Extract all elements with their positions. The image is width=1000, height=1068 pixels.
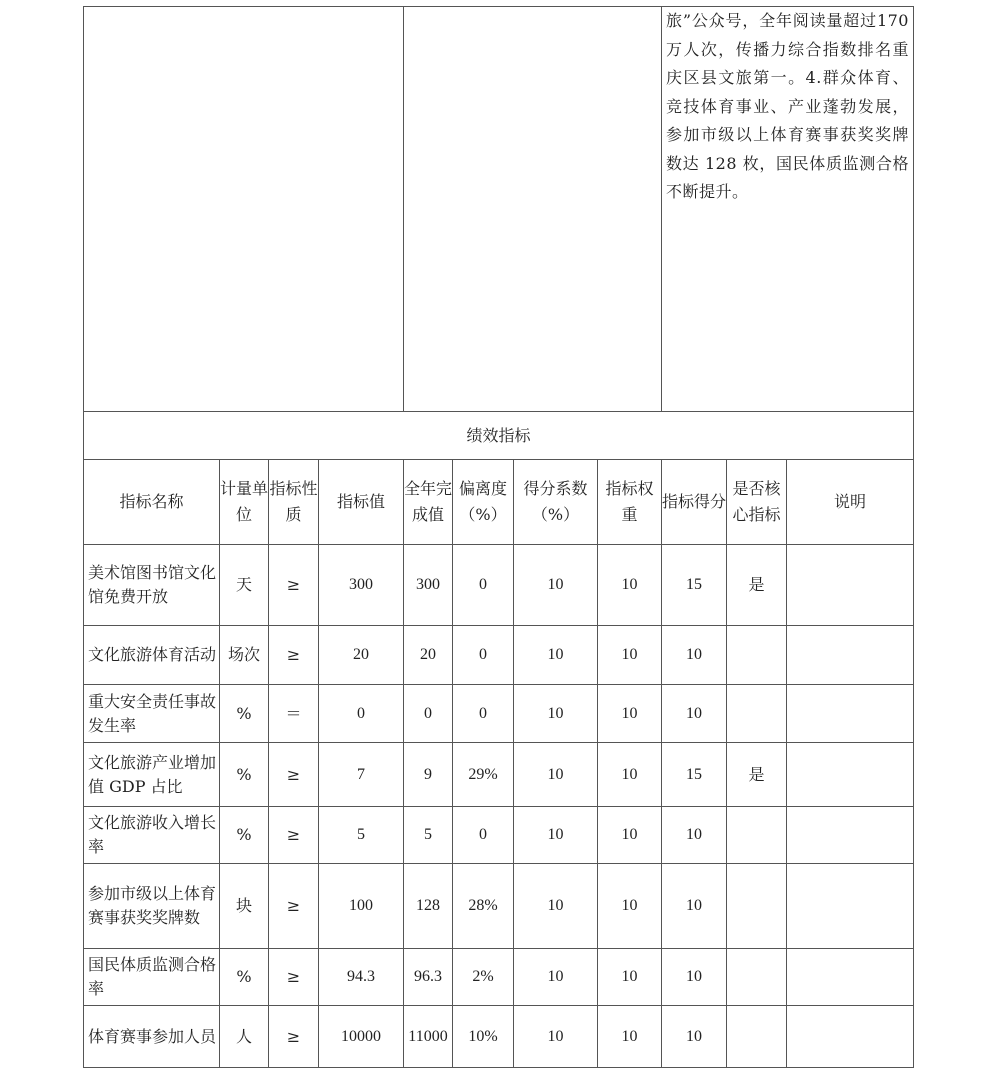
table-row (84, 545, 914, 626)
table-row (84, 807, 914, 864)
empty-cell (404, 7, 662, 412)
nature-cell: ≥ (269, 743, 319, 807)
table-row (84, 1006, 914, 1068)
score-coefficient-cell: 10 (514, 685, 598, 743)
deviation-cell: 0 (453, 807, 514, 864)
indicator-name-cell: 文化旅游体育活动 (84, 626, 220, 685)
core-indicator-cell (727, 685, 787, 743)
unit-cell: 天 (220, 545, 269, 626)
header-row (84, 460, 914, 545)
note-cell (787, 807, 914, 864)
core-indicator-cell: 是 (727, 545, 787, 626)
section-title: 绩效指标 (84, 412, 914, 460)
actual-value-cell: 300 (404, 545, 453, 626)
actual-value-cell: 11000 (404, 1006, 453, 1068)
core-indicator-cell (727, 949, 787, 1006)
actual-value-cell: 9 (404, 743, 453, 807)
nature-cell: ≥ (269, 864, 319, 949)
performance-table (83, 6, 914, 1068)
score-cell: 10 (662, 685, 727, 743)
header-core: 是否核心指标 (727, 460, 787, 545)
header-actual: 全年完成值 (404, 460, 453, 545)
target-value-cell: 300 (319, 545, 404, 626)
nature-cell: ≥ (269, 626, 319, 685)
score-coefficient-cell: 10 (514, 864, 598, 949)
score-coefficient-cell: 10 (514, 743, 598, 807)
weight-cell: 10 (598, 626, 662, 685)
table-row (84, 864, 914, 949)
target-value-cell: 100 (319, 864, 404, 949)
header-unit: 计量单位 (220, 460, 269, 545)
indicator-name-cell: 文化旅游产业增加值 GDP 占比 (84, 743, 220, 807)
actual-value-cell: 96.3 (404, 949, 453, 1006)
unit-cell: 块 (220, 864, 269, 949)
indicator-name-cell: 国民体质监测合格率 (84, 949, 220, 1006)
header-coef: 得分系数（%） (514, 460, 598, 545)
score-cell: 10 (662, 626, 727, 685)
table-row (84, 743, 914, 807)
indicator-name-cell: 文化旅游收入增长率 (84, 807, 220, 864)
section-title-row (84, 412, 914, 460)
indicator-name-cell: 参加市级以上体育赛事获奖奖牌数 (84, 864, 220, 949)
score-coefficient-cell: 10 (514, 626, 598, 685)
target-value-cell: 5 (319, 807, 404, 864)
annual-summary-text: 旅”公众号，全年阅读量超过170 万人次，传播力综合指数排名重庆区县文旅第一。4.群众体育、竞技体育事业、产业蓬勃发展，参加市级以上体育赛事获奖奖牌数达 128 枚，国民体质监测合格不断提升。 (666, 11, 909, 201)
core-indicator-cell (727, 864, 787, 949)
core-indicator-cell (727, 807, 787, 864)
core-indicator-cell: 是 (727, 743, 787, 807)
score-coefficient-cell: 10 (514, 807, 598, 864)
score-coefficient-cell: 10 (514, 1006, 598, 1068)
unit-cell: 场次 (220, 626, 269, 685)
indicator-name-cell: 美术馆图书馆文化馆免费开放 (84, 545, 220, 626)
nature-cell: ≥ (269, 807, 319, 864)
deviation-cell: 28% (453, 864, 514, 949)
weight-cell: 10 (598, 1006, 662, 1068)
header-note: 说明 (787, 460, 914, 545)
deviation-cell: 0 (453, 626, 514, 685)
note-cell (787, 864, 914, 949)
header-weight: 指标权重 (598, 460, 662, 545)
unit-cell: 人 (220, 1006, 269, 1068)
empty-cell (84, 7, 404, 412)
target-value-cell: 7 (319, 743, 404, 807)
score-cell: 10 (662, 949, 727, 1006)
weight-cell: 10 (598, 807, 662, 864)
nature-cell: ≥ (269, 545, 319, 626)
score-cell: 15 (662, 743, 727, 807)
note-cell (787, 626, 914, 685)
weight-cell: 10 (598, 685, 662, 743)
unit-cell: % (220, 685, 269, 743)
note-cell (787, 949, 914, 1006)
header-value: 指标值 (319, 460, 404, 545)
deviation-cell: 29% (453, 743, 514, 807)
deviation-cell: 2% (453, 949, 514, 1006)
core-indicator-cell (727, 626, 787, 685)
header-deviation: 偏离度（%） (453, 460, 514, 545)
weight-cell: 10 (598, 545, 662, 626)
table-row (84, 626, 914, 685)
note-cell (787, 743, 914, 807)
target-value-cell: 10000 (319, 1006, 404, 1068)
score-cell: 10 (662, 864, 727, 949)
nature-cell: ≥ (269, 949, 319, 1006)
actual-value-cell: 5 (404, 807, 453, 864)
score-cell: 10 (662, 1006, 727, 1068)
score-cell: 15 (662, 545, 727, 626)
actual-value-cell: 0 (404, 685, 453, 743)
nature-cell: ＝ (269, 685, 319, 743)
header-nature: 指标性质 (269, 460, 319, 545)
annual-summary-cell (662, 7, 914, 412)
deviation-cell: 10% (453, 1006, 514, 1068)
score-coefficient-cell: 10 (514, 949, 598, 1006)
note-cell (787, 1006, 914, 1068)
score-coefficient-cell: 10 (514, 545, 598, 626)
previous-section-row (84, 7, 914, 412)
unit-cell: % (220, 807, 269, 864)
deviation-cell: 0 (453, 545, 514, 626)
table-row (84, 949, 914, 1006)
target-value-cell: 20 (319, 626, 404, 685)
actual-value-cell: 128 (404, 864, 453, 949)
deviation-cell: 0 (453, 685, 514, 743)
unit-cell: % (220, 743, 269, 807)
table-row (84, 685, 914, 743)
note-cell (787, 685, 914, 743)
weight-cell: 10 (598, 864, 662, 949)
indicator-rows (84, 545, 914, 1068)
target-value-cell: 94.3 (319, 949, 404, 1006)
header-score: 指标得分 (662, 460, 727, 545)
unit-cell: % (220, 949, 269, 1006)
weight-cell: 10 (598, 743, 662, 807)
indicator-name-cell: 重大安全责任事故发生率 (84, 685, 220, 743)
header-name: 指标名称 (84, 460, 220, 545)
score-cell: 10 (662, 807, 727, 864)
actual-value-cell: 20 (404, 626, 453, 685)
weight-cell: 10 (598, 949, 662, 1006)
target-value-cell: 0 (319, 685, 404, 743)
nature-cell: ≥ (269, 1006, 319, 1068)
core-indicator-cell (727, 1006, 787, 1068)
indicator-name-cell: 体育赛事参加人员 (84, 1006, 220, 1068)
note-cell (787, 545, 914, 626)
